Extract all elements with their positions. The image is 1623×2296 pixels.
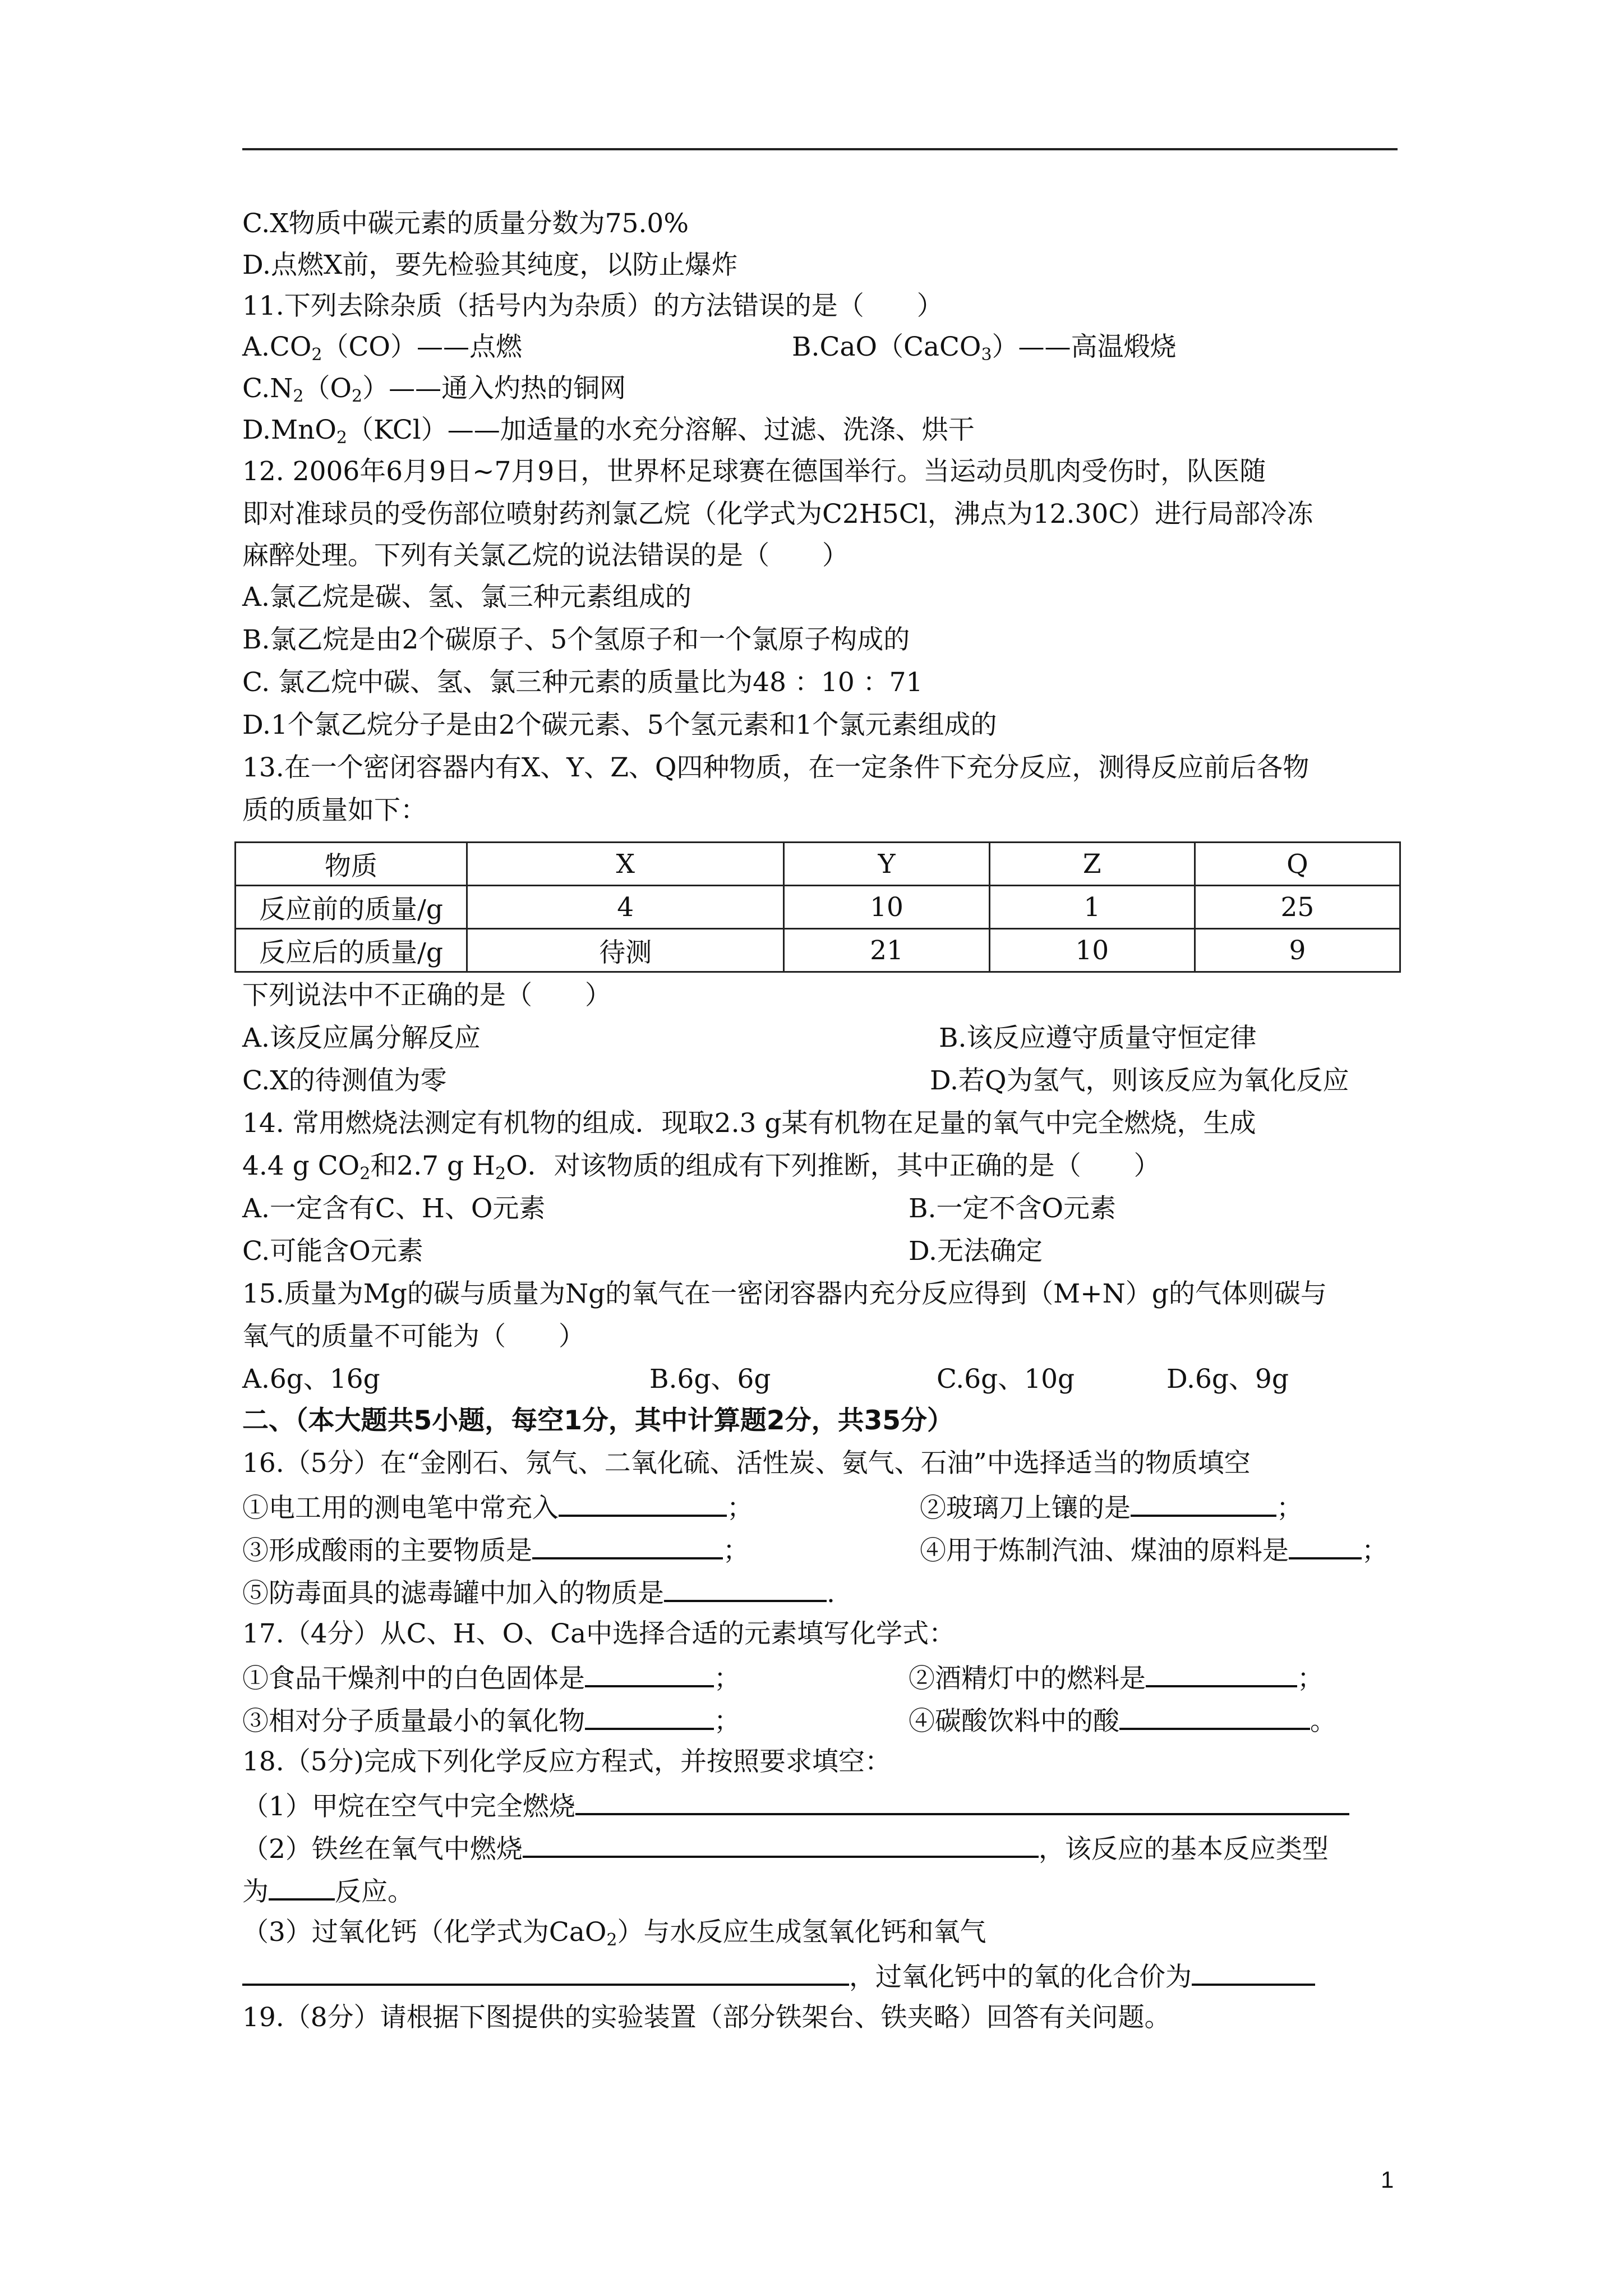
q11-option-b: B.CaO（CaCO$_3$）——高温煅烧 xyxy=(792,332,1177,365)
q13-question: 下列说法中不正确的是（ ） xyxy=(242,980,611,1011)
table-cell: 反应前的质量/g xyxy=(236,886,467,929)
table-cell: 1 xyxy=(989,886,1195,929)
q19-stem: 19.（8分）请根据下图提供的实验装置（部分铁架台、铁夹略）回答有关问题。 xyxy=(242,2002,1171,2033)
q18-part-3: （3）过氧化钙（化学式为CaO$_2$）与水反应生成氢氧化钙和氧气 xyxy=(242,1917,986,1950)
q18-part-2-type: 为 反应。 xyxy=(242,1874,414,1908)
q14-option-a: A.一定含有C、H、O元素 xyxy=(242,1193,546,1224)
table-cell: X xyxy=(467,843,784,886)
q18-part-1: （1）甲烷在空气中完全燃烧 xyxy=(242,1788,1349,1823)
q13-option-c: C.X的待测值为零 xyxy=(242,1065,447,1096)
q14-stem-line2: 4.4 g $CO_2$和2.7 g $H_2O$．对该物质的组成有下列推断，其中正确的是（ ） xyxy=(242,1151,1160,1184)
table-header-row xyxy=(236,843,1400,886)
q11-option-c: $C.N_2(O_2)——$通入灼热的铜网 xyxy=(242,373,626,406)
q17-stem: 17.（4分）从C、H、O、Ca中选择合适的元素填写化学式： xyxy=(242,1618,956,1649)
answer-blank[interactable] xyxy=(585,1660,714,1687)
answer-blank[interactable] xyxy=(242,1959,849,1986)
q17-blank-1: ①食品干燥剂中的白色固体是 ； xyxy=(242,1660,740,1695)
table-cell: Q xyxy=(1195,843,1400,886)
table-cell: 物质 xyxy=(236,843,467,886)
q15-option-b: B.6g、6g xyxy=(649,1364,771,1395)
q16-stem: 16.（5分）在“金刚石、氖气、二氧化硫、活性炭、氨气、石油”中选择适当的物质填空 xyxy=(242,1448,1251,1479)
answer-blank[interactable] xyxy=(585,1703,714,1730)
q18-stem: 18.（5分)完成下列化学反应方程式，并按照要求填空： xyxy=(242,1746,891,1777)
table-cell: 9 xyxy=(1195,929,1400,972)
answer-blank[interactable] xyxy=(523,1831,1039,1858)
q15-option-d: D.6g、9g xyxy=(1166,1364,1289,1395)
q13-option-b: B.该反应遵守质量守恒定律 xyxy=(939,1023,1257,1053)
q14-stem-line1: 14. 常用燃烧法测定有机物的组成．现取2.3 g某有机物在足量的氧气中完全燃烧，生成 xyxy=(242,1108,1256,1139)
q12-stem-line3: 麻醉处理。下列有关氯乙烷的说法错误的是（ ） xyxy=(242,540,849,571)
q10-option-c: C.X物质中碳元素的质量分数为75.0% xyxy=(242,208,689,239)
q13-stem-line2: 质的质量如下： xyxy=(242,795,427,826)
answer-blank[interactable] xyxy=(1131,1490,1276,1517)
table-cell: 10 xyxy=(784,886,989,929)
q18-part-3-answer: ，过氧化钙中的氧的化合价为 xyxy=(242,1959,1315,1994)
q11-stem: 11.下列去除杂质（括号内为杂质）的方法错误的是（ ） xyxy=(242,291,943,321)
q18-part-2: （2）铁丝在氧气中燃烧 ，该反应的基本反应类型 xyxy=(242,1831,1329,1866)
q14-option-d: D.无法确定 xyxy=(909,1236,1043,1267)
q12-option-a: A.氯乙烷是碳、氢、氯三种元素组成的 xyxy=(242,582,691,613)
q14-option-c: C.可能含O元素 xyxy=(242,1236,423,1267)
q13-stem-line1: 13.在一个密闭容器内有X、Y、Z、Q四种物质，在一定条件下充分反应，测得反应前后各物 xyxy=(242,752,1310,783)
q12-option-b: B.氯乙烷是由2个碳原子、5个氢原子和一个氯原子构成的 xyxy=(242,624,910,655)
answer-blank[interactable] xyxy=(532,1533,723,1559)
answer-blank[interactable] xyxy=(575,1788,1349,1815)
q12-option-c: C. 氯乙烷中碳、氢、氯三种元素的质量比为48 ：10 ：71 xyxy=(242,667,923,698)
q12-option-d: D.1个氯乙烷分子是由2个碳元素、5个氢元素和1个氯元素组成的 xyxy=(242,710,997,740)
q15-option-a: A.6g、16g xyxy=(242,1364,380,1395)
q11-option-d: D.MnO$_2$（KCl）——加适量的水充分溶解、过滤、洗涤、烘干 xyxy=(242,415,975,448)
q15-stem-line1: 15.质量为Mg的碳与质量为Ng的氧气在一密闭容器内充分反应得到（M+N）g的气体则碳与 xyxy=(242,1278,1327,1309)
table-cell: 待测 xyxy=(467,929,784,972)
q16-blank-1: ①电工用的测电笔中常充入 ； xyxy=(242,1490,753,1525)
answer-blank[interactable] xyxy=(559,1490,727,1517)
mass-table xyxy=(234,841,1401,973)
answer-blank[interactable] xyxy=(664,1575,827,1602)
answer-blank[interactable] xyxy=(1192,1959,1315,1986)
page-number: 1 xyxy=(1381,2166,1394,2193)
q14-option-b: B.一定不含O元素 xyxy=(909,1193,1117,1224)
q12-stem-line1: 12. 2006年6月9日~7月9日，世界杯足球赛在德国举行。当运动员肌肉受伤时，队医随 xyxy=(242,456,1266,487)
table-row xyxy=(236,886,1400,929)
q10-option-d: D.点燃X前，要先检验其纯度，以防止爆炸 xyxy=(242,250,738,280)
q17-blank-3: ③相对分子质量最小的氧化物 ； xyxy=(242,1703,740,1738)
q15-option-c: C.6g、10g xyxy=(937,1364,1075,1395)
answer-blank[interactable] xyxy=(1289,1533,1362,1559)
answer-blank[interactable] xyxy=(1146,1660,1297,1687)
q12-stem-line2: 即对准球员的受伤部位喷射药剂氯乙烷（化学式为C2H5Cl，沸点为12.30C）进行局部冷冻 xyxy=(242,499,1313,530)
table-row xyxy=(236,929,1400,972)
header-rule xyxy=(242,148,1398,150)
q17-blank-2: ②酒精灯中的燃料是 ； xyxy=(909,1660,1324,1695)
table-cell: Y xyxy=(784,843,989,886)
answer-blank[interactable] xyxy=(1119,1703,1310,1730)
q15-stem-line2: 氧气的质量不可能为（ ） xyxy=(242,1321,585,1352)
q11-option-a: $A.CO_2(CO)——$点燃 xyxy=(242,332,522,365)
table-cell: 25 xyxy=(1195,886,1400,929)
section-two-heading: 二、（本大题共5小题，每空1分，其中计算题2分，共35分） xyxy=(242,1405,954,1436)
q16-blank-2: ②玻璃刀上镶的是 ； xyxy=(920,1490,1303,1525)
answer-blank[interactable] xyxy=(269,1874,335,1901)
table-cell: Z xyxy=(989,843,1195,886)
table-cell: 4 xyxy=(467,886,784,929)
q16-blank-4: ④用于炼制汽油、煤油的原料是 ； xyxy=(920,1533,1388,1567)
table-cell: 反应后的质量/g xyxy=(236,929,467,972)
q16-blank-5: ⑤防毒面具的滤毒罐中加入的物质是 . xyxy=(242,1575,835,1610)
table-cell: 21 xyxy=(784,929,989,972)
table-cell: 10 xyxy=(989,929,1195,972)
q13-option-d: D.若Q为氢气，则该反应为氧化反应 xyxy=(930,1065,1349,1096)
q13-option-a: A.该反应属分解反应 xyxy=(242,1023,481,1053)
q16-blank-3: ③形成酸雨的主要物质是 ； xyxy=(242,1533,749,1567)
q17-blank-4: ④碳酸饮料中的酸 。 xyxy=(909,1703,1336,1738)
